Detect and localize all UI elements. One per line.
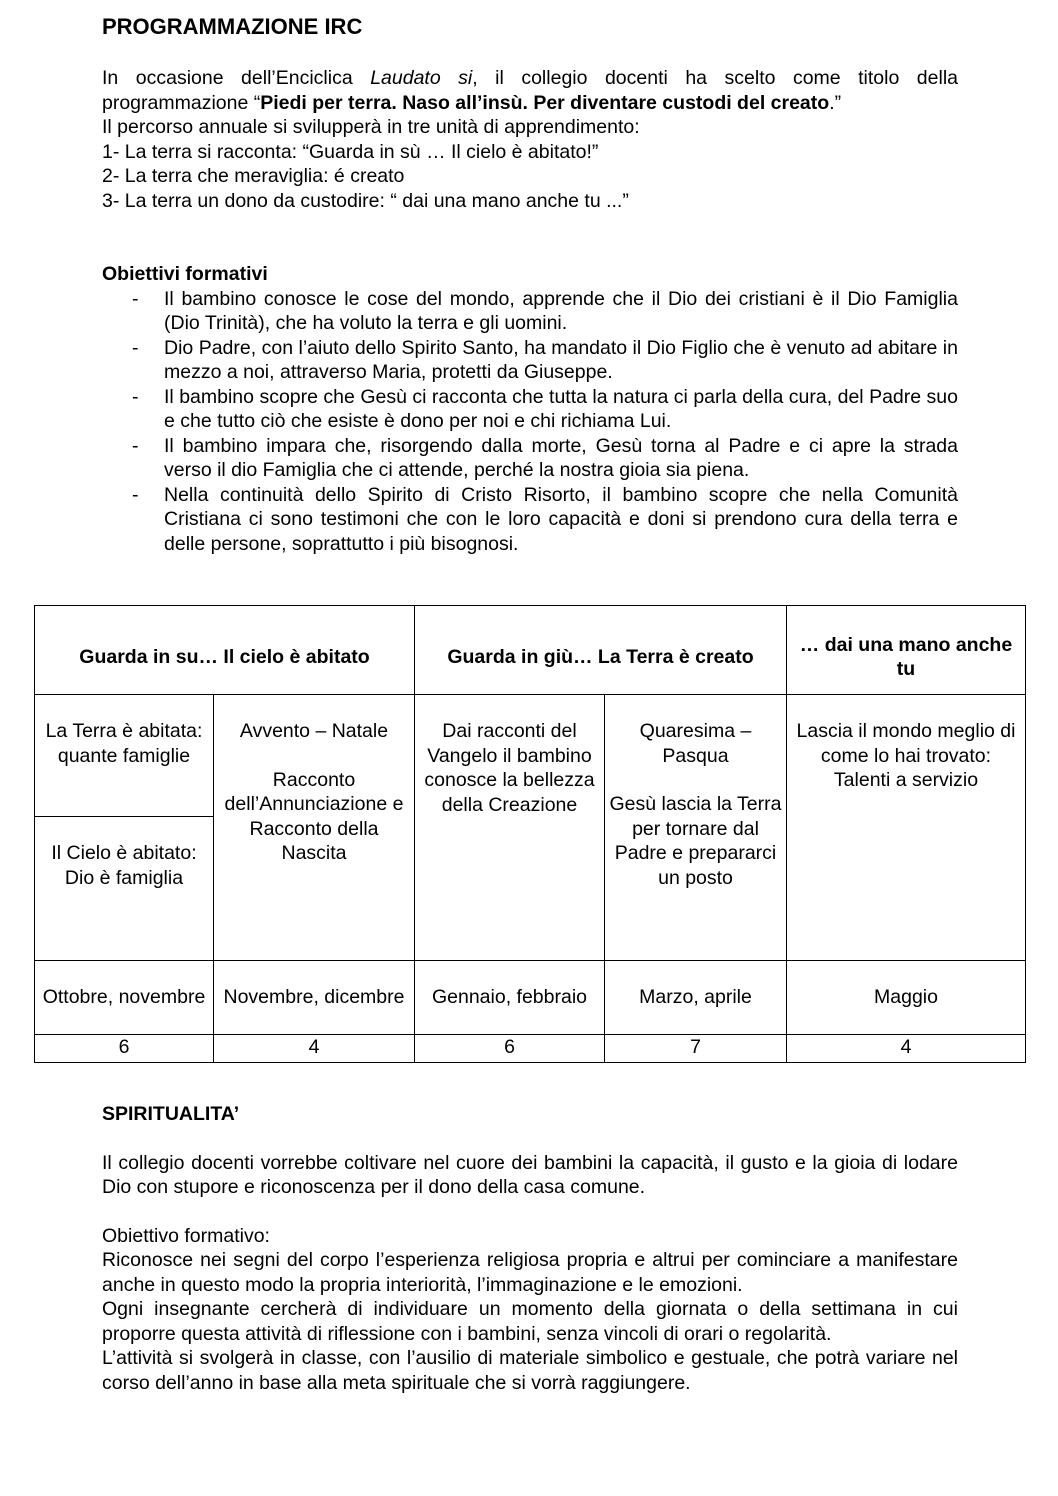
cell-col1-top: La Terra è abitata: quante famiglie: [35, 695, 213, 817]
cell-col2-title: Avvento – Natale: [239, 720, 389, 742]
month-cell: Gennaio, febbraio: [415, 961, 605, 1035]
cell-col3: Dai racconti del Vangelo il bambino conosce la bellezza della Creazione: [415, 695, 605, 961]
objective-heading: Obiettivo formativo:: [102, 1224, 270, 1247]
count-cell: 6: [415, 1035, 605, 1063]
list-item: - Il bambino impara che, risorgendo dalla morte, Gesù torna al Padre e ci apre la strada verso il dio Famiglia che ci attende, perché la nostra gioia sia piena.: [132, 434, 958, 481]
count-cell: 6: [35, 1035, 214, 1063]
month-cell: Marzo, aprile: [605, 961, 787, 1035]
intro-line-2: Il percorso annuale si svilupperà in tre unità di apprendimento:: [102, 116, 640, 138]
intro-text-c: .”: [829, 91, 842, 114]
list-item: - Il bambino conosce le cose del mondo, apprende che il Dio dei cristiani è il Dio Famiglia (Dio Trinità), che ha voluto la terra e gli uomini.: [132, 287, 958, 334]
spirituality-heading: SPIRITUALITA’: [102, 1103, 240, 1125]
encyclical-name: Laudato si: [370, 67, 473, 89]
month-cell: Maggio: [787, 961, 1026, 1035]
objectives-section: [102, 262, 958, 556]
cell-col4-text: Gesù lascia la Terra per tornare dal Padre e prepararci un posto: [609, 793, 782, 889]
objectives-list: [102, 287, 958, 557]
intro-paragraph: [102, 66, 958, 115]
intro-text-a: In occasione dell’Enciclica: [102, 67, 371, 89]
cell-col4-title: Quaresima – Pasqua: [639, 720, 752, 767]
teacher-paragraph: Ogni insegnante cercherà di individuare un momento della giornata o della settimana in cui proporre questa attività di riflessione con i bambini, senza vincoli di orari o regolarità.: [102, 1298, 958, 1345]
header-unit-1: Guarda in su… Il cielo è abitato: [35, 606, 415, 695]
unit-1: 1- La terra si racconta: “Guarda in sù … Il cielo è abitato!”: [102, 140, 599, 163]
cell-col2-text: Racconto dell’Annunciazione e Racconto della Nascita: [224, 768, 404, 864]
cell-col1: [35, 695, 214, 961]
objective-paragraph: Riconosce nei segni del corpo l’esperienza religiosa propria e altrui per cominciare a manifestare anche in questo modo la propria interiorità, l’immaginazione e le emozioni.: [102, 1249, 958, 1296]
month-cell: Novembre, dicembre: [214, 961, 415, 1035]
header-unit-2: Guarda in giù… La Terra è creato: [415, 606, 787, 695]
cell-col5: Lascia il mondo meglio di come lo hai trovato: Talenti a servizio: [787, 695, 1026, 961]
programme-table: [34, 605, 1026, 1063]
activity-paragraph: L’attività si svolgerà in classe, con l’ausilio di materiale simbolico e gestuale, che potrà variare nel corso dell’anno in base alla meta spirituale che si vorrà raggiungere.: [102, 1347, 958, 1394]
cell-col4: [605, 695, 787, 961]
table-row: [35, 1035, 1026, 1063]
count-cell: 7: [605, 1035, 787, 1063]
header-unit-3: … dai una mano anche tu: [787, 606, 1026, 695]
table-row: [35, 695, 1026, 961]
intro-text-b: , il collegio docenti ha scelto come titolo della programmazione “: [102, 67, 959, 114]
list-item: - Nella continuità dello Spirito di Cristo Risorto, il bambino scopre che nella Comunità Cristiana ci sono testimoni che con le loro capacità e doni si prendono cura della terra e delle persone, soprattutto i più bisognosi.: [132, 483, 958, 555]
spirituality-section: [102, 1102, 958, 1395]
programme-title: Piedi per terra. Naso all’insù. Per diventare custodi del creato: [260, 91, 830, 114]
count-cell: 4: [787, 1035, 1026, 1063]
list-item: - Dio Padre, con l’aiuto dello Spirito Santo, ha mandato il Dio Figlio che è venuto ad abitare in mezzo a noi, attraverso Maria, protetti da Giuseppe.: [132, 336, 958, 383]
month-cell: Ottobre, novembre: [35, 961, 214, 1035]
intro-section: [102, 66, 958, 213]
unit-2: 2- La terra che meraviglia: é creato: [102, 165, 405, 187]
count-cell: 4: [214, 1035, 415, 1063]
objectives-heading: Obiettivi formativi: [102, 263, 268, 285]
list-item: - Il bambino scopre che Gesù ci racconta che tutta la natura ci parla della cura, del Padre suo e che tutto ciò che esiste è dono per noi e chi richiama Lui.: [132, 385, 958, 432]
cell-col1-bottom: Il Cielo è abitato: Dio è famiglia: [51, 842, 197, 889]
document-title: PROGRAMMAZIONE IRC: [102, 14, 363, 39]
spirituality-paragraph: Il collegio docenti vorrebbe coltivare nel cuore dei bambini la capacità, il gusto e la gioia di lodare Dio con stupore e riconoscenza per il dono della casa comune.: [102, 1151, 958, 1198]
table-row: [35, 961, 1026, 1035]
cell-col2: [214, 695, 415, 961]
unit-3: 3- La terra un dono da custodire: “ dai una mano anche tu ...”: [102, 189, 629, 212]
table-header-row: [35, 606, 1026, 695]
